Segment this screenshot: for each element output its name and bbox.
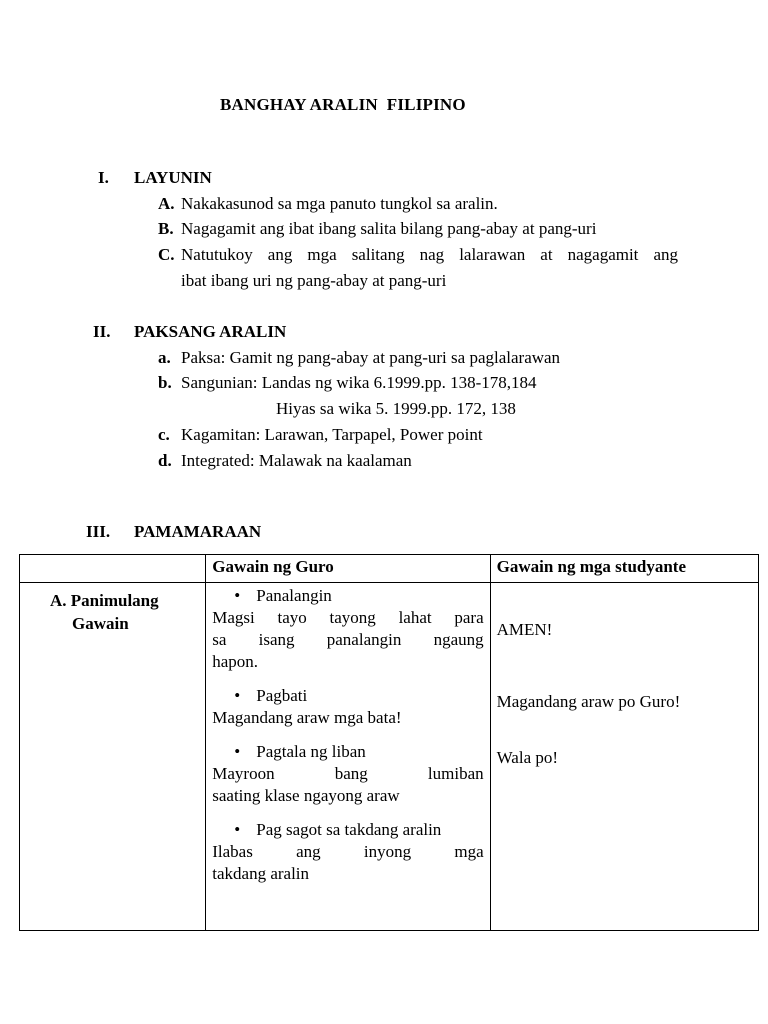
activity-line: sa isang panalangin ngaung: [212, 630, 484, 649]
row-label-cell: [20, 583, 206, 931]
student-response: AMEN!: [496, 620, 553, 639]
table-header-studyante: Gawain ng mga studyante: [490, 555, 758, 583]
item-marker: a.: [158, 348, 171, 367]
studyante-activity-cell: [490, 583, 758, 931]
table-header-row: [20, 555, 759, 583]
procedure-table: [19, 554, 759, 931]
item-marker: C.: [158, 245, 175, 264]
section-number: I.: [98, 168, 109, 187]
item-text: Kagamitan: Larawan, Tarpapel, Power point: [181, 425, 483, 444]
guro-activity-block: [212, 819, 484, 885]
item-marker: B.: [158, 219, 174, 238]
guro-activity-block: [212, 585, 484, 673]
section-heading: PAKSANG ARALIN: [134, 322, 287, 341]
item-marker: b.: [158, 373, 172, 392]
table-header-guro: Gawain ng Guro: [206, 555, 490, 583]
guro-activity-block: [212, 741, 484, 807]
student-response: Wala po!: [496, 748, 559, 767]
section-number: III.: [86, 522, 111, 541]
activity-line: saating klase ngayong araw: [212, 786, 400, 805]
objective-item-continuation: ibat ibang uri ng pang-abay at pang-uri: [181, 271, 447, 290]
activity-line: hapon.: [212, 652, 259, 671]
activity-bullet: • Pagtala ng liban: [234, 741, 483, 763]
activity-line: Mayroon bang lumiban: [212, 764, 484, 783]
item-text: Nakakasunod sa mga panuto tungkol sa aralin.: [181, 194, 498, 213]
row-label-marker: A.: [50, 591, 67, 610]
section-number: II.: [93, 322, 111, 341]
item-text: Nagagamit ang ibat ibang salita bilang pang-abay at pang-uri: [181, 219, 597, 238]
guro-activity-block: [212, 685, 483, 729]
student-response: Magandang araw po Guro!: [496, 692, 681, 711]
activity-bullet: • Panalangin: [234, 585, 483, 607]
row-label-line2: Gawain: [72, 614, 129, 633]
activity-bullet: • Pag sagot sa takdang aralin: [234, 819, 483, 841]
item-text: Integrated: Malawak na kaalaman: [181, 451, 412, 470]
item-marker: c.: [158, 425, 170, 444]
document-title: BANGHAY ARALIN FILIPINO: [220, 95, 466, 114]
item-marker: d.: [158, 451, 172, 470]
section-heading: LAYUNIN: [134, 168, 212, 187]
item-text: Paksa: Gamit ng pang-abay at pang-uri sa paglalarawan: [181, 348, 561, 367]
subject-item-continuation: Hiyas sa wika 5. 1999.pp. 172, 138: [276, 399, 516, 418]
activity-line: Magandang araw mga bata!: [212, 708, 402, 727]
activity-line: Magsi tayo tayong lahat para: [212, 608, 484, 627]
activity-line: takdang aralin: [212, 864, 310, 883]
row-label-line1: Panimulang: [70, 591, 159, 610]
table-row: [20, 583, 759, 931]
item-text: Natutukoy ang mga salitang nag lalarawan at nagagamit ang: [181, 245, 678, 264]
item-marker: A.: [158, 194, 175, 213]
table-header-empty: [20, 555, 206, 583]
guro-activity-cell: [206, 583, 490, 931]
activity-line: Ilabas ang inyong mga: [212, 842, 484, 861]
activity-bullet: • Pagbati: [234, 685, 483, 707]
item-text: Sangunian: Landas ng wika 6.1999.pp. 138-178,184: [181, 373, 537, 392]
section-heading: PAMAMARAAN: [134, 522, 262, 541]
